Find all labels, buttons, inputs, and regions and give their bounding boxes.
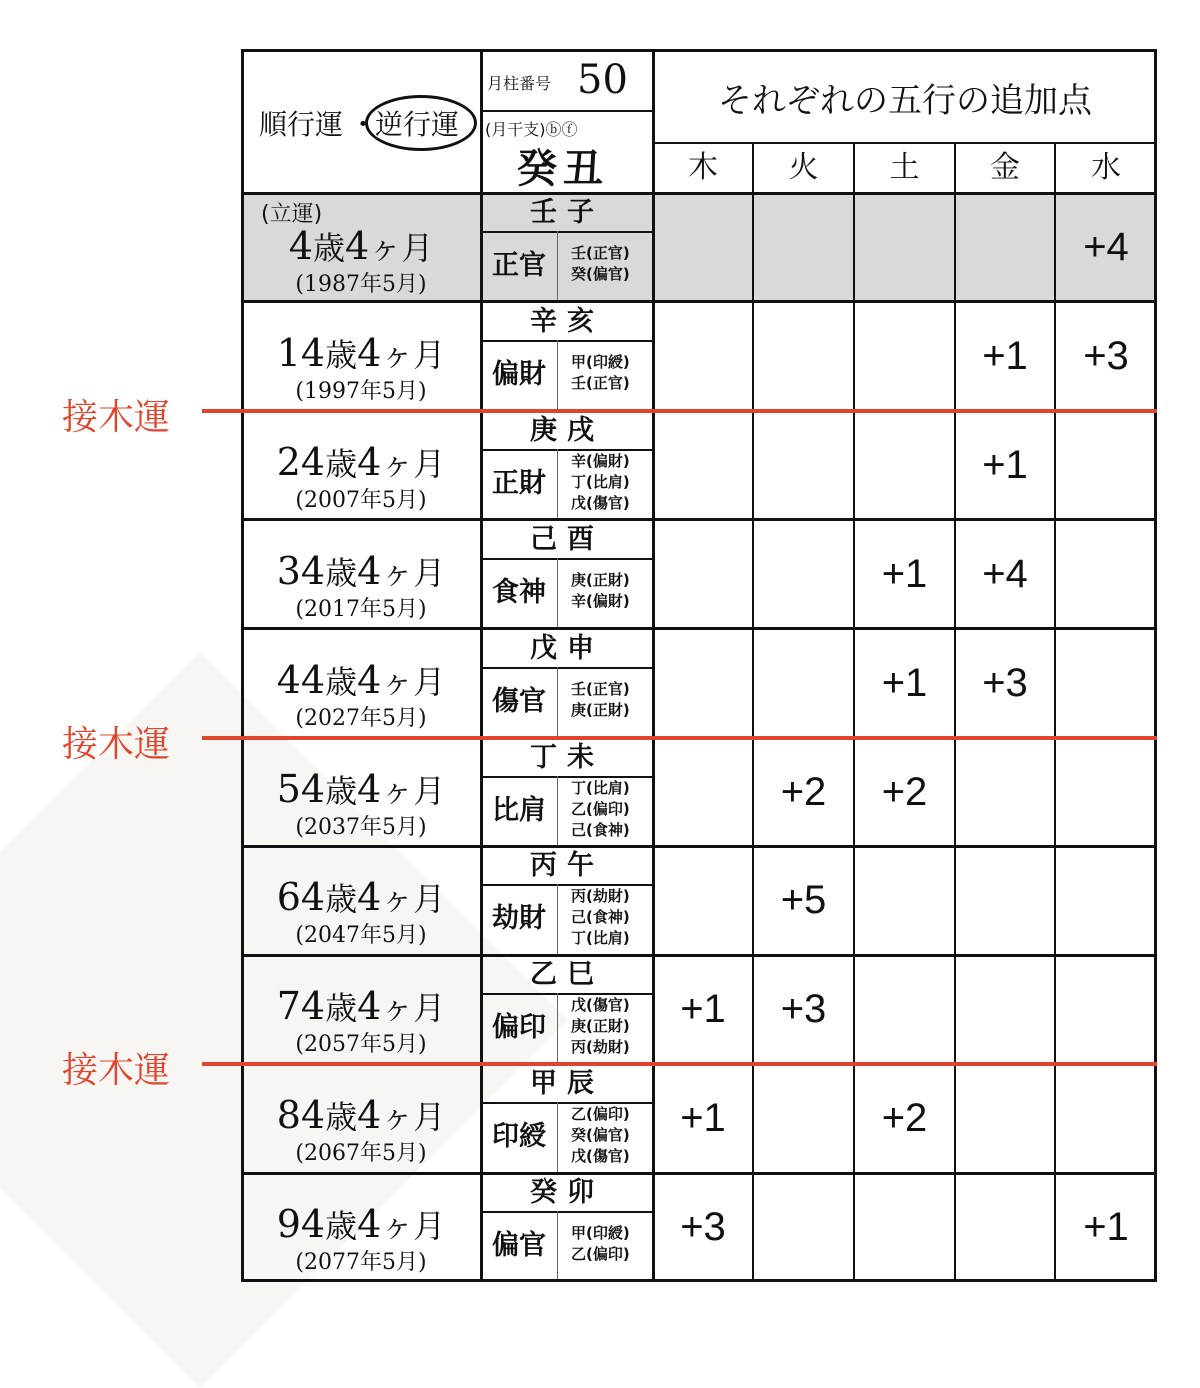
hidden-stem: 甲(印綬) [571,1224,630,1243]
element-points [1055,846,1157,955]
age-value [241,657,481,703]
hidden-stem: 戊(傷官) [571,996,630,1015]
hidden-stem: 辛(偏財) [571,451,630,470]
age-cell [241,520,481,629]
element-points: +3 [1083,333,1129,378]
grafting-label: 接木運 [62,396,171,438]
grid-line [241,49,1157,52]
luck-ganzhi: 乙巳 [530,959,604,991]
element-points [653,193,753,302]
hidden-stem: 丁(比肩) [571,472,630,491]
year-value: (2037年5月) [295,814,427,840]
age-part: 4 [357,548,382,593]
age-part: 歳 [325,989,358,1028]
element-points [753,302,854,411]
age-part: ヶ月 [381,444,446,483]
age-cell [241,1064,481,1173]
table-row [241,629,1157,738]
age-part: 歳 [325,335,358,374]
ten-god: 食神 [492,576,546,608]
age-cell [241,955,481,1064]
element-header: 水 [1091,150,1121,185]
ten-god: 比肩 [492,794,546,826]
pillar-divider [557,1211,558,1282]
table-row [241,1064,1157,1173]
year-value: (2017年5月) [295,596,427,622]
year-value: (2067年5月) [295,1141,427,1167]
table-row [241,302,1157,411]
element-points [653,520,753,629]
direction-forward: 順行運 [259,108,344,141]
age-part: ヶ月 [381,771,446,810]
element-points: +1 [881,551,928,596]
table-row [241,846,1157,955]
pillar-divider [557,449,558,520]
element-points: +2 [881,1096,928,1141]
year-value: (1987年5月) [295,272,427,297]
pillar-divider [557,340,558,411]
ten-god: 傷官 [492,685,546,717]
grafting-label: 接木運 [62,1050,171,1092]
pillar-divider [481,776,653,778]
age-cell [241,846,481,955]
hidden-stem: 己(食神) [571,820,630,839]
age-value [241,330,481,376]
age-part: ヶ月 [381,1098,446,1137]
year-value: (2057年5月) [295,1032,427,1058]
hidden-stems [571,886,630,949]
element-header: 土 [889,150,920,185]
element-points: +4 [1083,225,1129,269]
table-row [241,738,1157,847]
age-part: 歳 [325,662,358,701]
age-value [241,983,481,1029]
luck-ganzhi: 癸卯 [530,1177,604,1209]
age-part: 74 [276,984,326,1029]
element-points: +5 [780,878,827,923]
hidden-stems [571,1104,630,1167]
element-points [854,411,955,520]
element-points: +2 [881,769,928,814]
hidden-stem: 癸(偏官) [571,1126,630,1145]
element-points: +1 [680,987,726,1032]
ritsuun-label: (立運) [261,202,323,227]
grid-line [241,49,244,1282]
ten-god: 印綬 [492,1121,546,1153]
age-part: 84 [276,1093,326,1138]
grid-line [241,845,1157,848]
age-part: 歳 [312,229,345,267]
luck-ganzhi: 甲辰 [530,1068,604,1100]
age-value [241,1092,481,1138]
grid-line [241,1172,1157,1175]
element-points: +1 [680,1096,726,1141]
age-part: 4 [357,984,382,1029]
direction-reverse: 逆行運 [375,108,460,141]
age-part: 4 [357,875,382,920]
hidden-stems [571,570,630,612]
pillar-divider [481,340,653,342]
element-points [753,629,854,738]
year-value: (2007年5月) [295,487,427,513]
grafting-line [202,409,1157,413]
pillar-divider [557,993,558,1064]
element-points [854,193,955,302]
ten-god: 劫財 [492,903,546,935]
hidden-stems [571,451,630,514]
element-points [653,411,753,520]
month-pillar-label: 月柱番号 [487,74,552,93]
grid-line [241,1279,1157,1282]
luck-ganzhi: 壬子 [530,197,604,228]
direction-header [241,49,481,193]
age-part: 44 [276,657,326,702]
pillar-divider [557,1102,558,1173]
element-points [753,411,854,520]
element-points: +1 [982,442,1028,487]
age-part: 4 [357,657,382,702]
element-points [653,302,753,411]
age-part: 歳 [325,444,358,483]
hidden-stem: 庚(正財) [571,700,630,719]
grid-line [241,627,1157,630]
added-points-header [653,49,1157,143]
age-cell [241,193,481,302]
hidden-stems [571,995,630,1058]
age-part: ヶ月 [381,1207,446,1246]
element-points: +4 [982,551,1028,596]
age-part: ヶ月 [381,335,446,374]
hidden-stem: 庚(正財) [571,570,630,589]
hidden-stem: 丁(比肩) [571,929,630,948]
pillar-divider [481,1211,653,1213]
luck-ganzhi: 丁未 [530,741,604,773]
element-points [854,302,955,411]
element-points: +3 [780,987,827,1032]
age-part: 4 [288,224,313,268]
hidden-stem: 丙(劫財) [571,1038,630,1057]
element-points: +2 [780,769,827,814]
grid-line [480,49,483,1282]
pillar-divider [481,1102,653,1104]
element-points: +3 [680,1205,726,1250]
age-part: ヶ月 [381,553,446,592]
age-cell [241,1173,481,1282]
grafting-line [202,736,1157,740]
age-part: 4 [345,224,370,268]
luck-ganzhi: 丙午 [530,850,604,882]
pillar-divider [481,884,653,886]
age-value [241,1201,481,1247]
luck-ganzhi: 庚戌 [530,414,604,446]
age-part: 歳 [325,771,358,810]
age-part: 4 [357,766,382,811]
hidden-stem: 戊(傷官) [571,1147,630,1166]
age-value [241,439,481,485]
element-header: 火 [788,150,819,185]
pillar-divider [557,231,558,302]
age-cell [241,411,481,520]
hidden-stem: 壬(正官) [571,244,630,262]
age-part: 4 [357,330,382,375]
table-row [241,955,1157,1064]
element-points [955,1064,1055,1173]
grid-line [652,49,655,1282]
grafting-line [202,1062,1157,1066]
hidden-stems [571,352,630,394]
grid-line [481,110,653,112]
age-part: 14 [276,330,326,375]
age-value [241,766,481,812]
age-part: 4 [357,1202,382,1247]
grid-line [1054,143,1056,1282]
element-points [955,955,1055,1064]
pillar-divider [481,231,653,233]
pillar-divider [557,667,558,738]
age-part: 4 [357,439,382,484]
age-part: 34 [276,548,326,593]
year-value: (2077年5月) [295,1250,427,1276]
element-points [753,1173,854,1282]
age-part: ヶ月 [381,880,446,919]
age-part: 64 [276,875,326,920]
month-ganzhi-label: (月干支)ⓑⓕ [485,120,578,139]
hidden-stem: 甲(印綬) [571,352,630,371]
grid-line [853,143,855,1282]
age-part: 24 [276,439,326,484]
hidden-stems [571,243,630,285]
hidden-stem: 癸(偏官) [571,265,630,283]
grid-line [241,300,1157,303]
ten-god: 正官 [492,250,546,281]
pillar-divider [481,993,653,995]
age-part: 歳 [325,1098,358,1137]
age-cell [241,629,481,738]
luck-ganzhi: 辛亥 [530,305,604,337]
pillar-divider [481,449,653,451]
hidden-stem: 庚(正財) [571,1017,630,1036]
table-row [241,520,1157,629]
element-points: +3 [982,660,1028,705]
pillar-divider [481,667,653,669]
month-pillar-number: 50 [577,57,628,103]
age-part: ヶ月 [381,989,446,1028]
element-points [854,1173,955,1282]
element-points [854,846,955,955]
age-part: ヶ月 [369,229,434,267]
hidden-stems [571,1223,630,1265]
element-points [1055,520,1157,629]
age-part: 歳 [325,880,358,919]
grid-line [1154,49,1157,1282]
added-points-title: それぞれの五行の追加点 [718,81,1092,121]
element-points [753,520,854,629]
element-points [1055,1064,1157,1173]
pillar-divider [557,776,558,847]
grid-line [954,143,956,1282]
direction-separator: ・ [349,108,378,141]
age-value [241,874,481,920]
element-points [1055,955,1157,1064]
element-points [1055,629,1157,738]
hidden-stems [571,778,630,841]
hidden-stem: 乙(偏印) [571,799,630,818]
element-points [955,738,1055,847]
element-points: +1 [1083,1205,1129,1250]
age-part: 54 [276,766,326,811]
table-row [241,1173,1157,1282]
element-points [1055,738,1157,847]
element-points [955,1173,1055,1282]
element-points [753,1064,854,1173]
month-ganzhi: 癸丑 [517,145,609,192]
age-part: ヶ月 [381,662,446,701]
element-points: +1 [982,333,1028,378]
grid-line [241,518,1157,521]
ten-god: 偏財 [492,358,546,390]
grid-line [752,143,754,1282]
element-header: 木 [688,150,718,185]
ten-god: 偏印 [492,1012,546,1044]
year-value: (2047年5月) [295,923,427,949]
element-header: 金 [990,150,1020,185]
age-part: 歳 [325,553,358,592]
age-cell [241,302,481,411]
age-cell [241,738,481,847]
element-points [753,193,854,302]
hidden-stem: 戊(傷官) [571,493,630,512]
element-points [653,629,753,738]
hidden-stem: 己(食神) [571,908,630,927]
hidden-stems [571,679,630,721]
element-points [955,193,1055,302]
luck-ganzhi: 己酉 [530,523,604,555]
luck-ganzhi: 戊申 [530,632,604,664]
hidden-stem: 丁(比肩) [571,778,630,797]
luck-cycle-table [241,49,1157,1282]
element-points [653,738,753,847]
ten-god: 偏官 [492,1230,546,1262]
hidden-stem: 壬(正官) [571,679,630,698]
year-value: (2027年5月) [295,705,427,731]
hidden-stem: 乙(偏印) [571,1105,630,1124]
hidden-stem: 壬(正官) [571,373,630,392]
age-part: 4 [357,1093,382,1138]
pillar-divider [557,558,558,629]
pillar-divider [481,558,653,560]
age-value [241,548,481,594]
hidden-stem: 乙(偏印) [571,1245,630,1264]
age-part: 94 [276,1202,326,1247]
hidden-stem: 丙(劫財) [571,887,630,906]
element-points [955,846,1055,955]
element-points: +1 [881,660,928,705]
element-points [653,846,753,955]
table-row [241,411,1157,520]
age-part: 歳 [325,1207,358,1246]
grafting-label: 接木運 [62,723,171,765]
element-points [854,955,955,1064]
month-pillar-header [481,49,653,193]
pillar-divider [557,884,558,955]
table-row [241,193,1157,302]
element-points [1055,411,1157,520]
age-value [241,223,481,269]
grid-line [241,192,1157,195]
grid-line [241,954,1157,957]
hidden-stem: 辛(偏財) [571,591,630,610]
year-value: (1997年5月) [295,378,427,404]
ten-god: 正財 [492,467,546,499]
grid-line [653,142,1157,144]
